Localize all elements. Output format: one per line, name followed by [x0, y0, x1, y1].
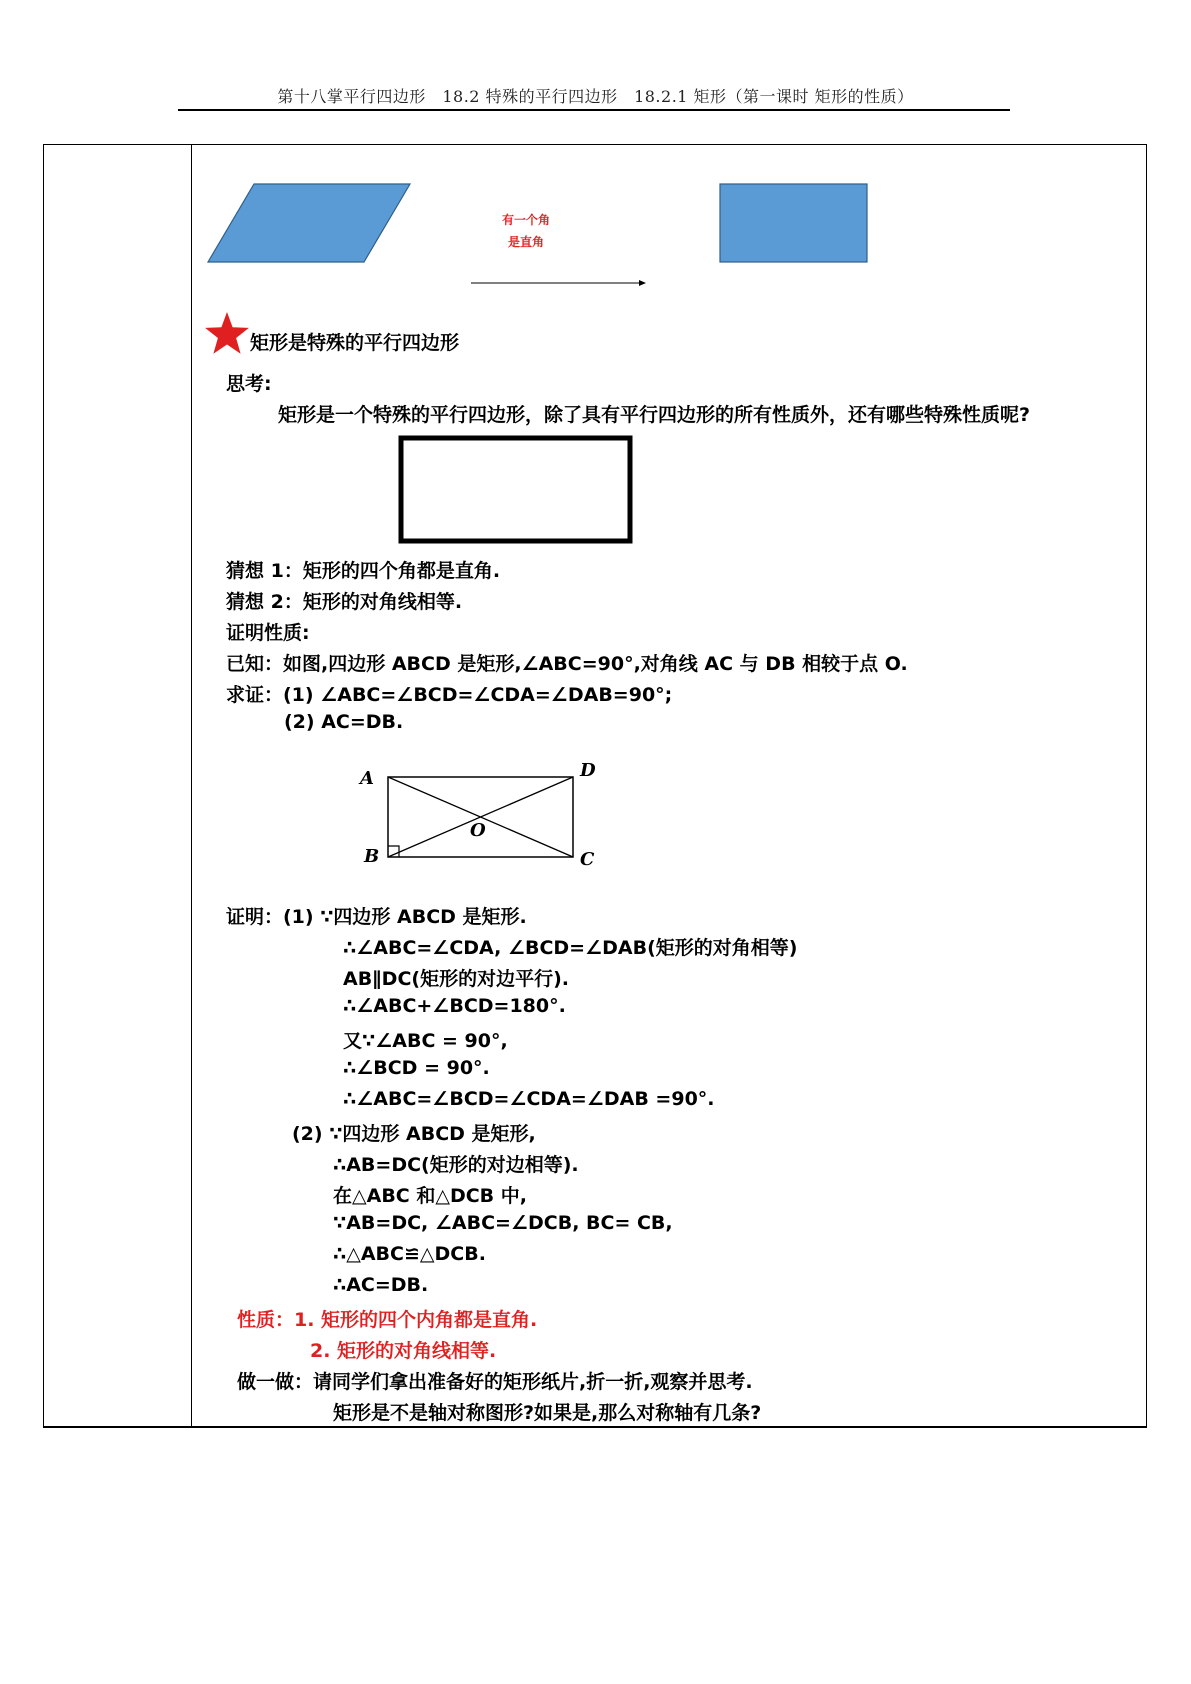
proof-line-4: ∴∠ABC+∠BCD=180°. [343, 995, 566, 1017]
rectangle-abcd-figure [0, 0, 1, 1]
proof-line-7: ∴∠ABC=∠BCD=∠CDA=∠DAB =90°. [343, 1088, 715, 1110]
proof-title: 证明性质: [226, 622, 310, 644]
page-header: 第十八掌平行四边形 18.2 特殊的平行四边形 18.2.1 矩形（第一课时 矩形的性质） [277, 87, 914, 106]
proof-line-6: ∴∠BCD = 90°. [343, 1057, 490, 1079]
proof-line-1: 证明：(1) ∵四边形 ABCD 是矩形. [226, 906, 527, 928]
conjecture-2: 猜想 2：矩形的对角线相等. [226, 591, 463, 613]
think-label: 思考: [226, 373, 272, 395]
property-line-2: 2. 矩形的对角线相等. [310, 1340, 497, 1362]
think-question: 矩形是一个特殊的平行四边形，除了具有平行四边形的所有性质外，还有哪些特殊性质呢? [278, 404, 1031, 426]
proof-line-8: (2) ∵四边形 ABCD 是矩形, [292, 1123, 536, 1145]
activity-line-2: 矩形是不是轴对称图形?如果是,那么对称轴有几条? [333, 1402, 762, 1424]
header-rule [178, 109, 1010, 111]
property-line-1: 性质：1. 矩形的四个内角都是直角. [237, 1309, 538, 1331]
column-divider [191, 144, 192, 1428]
prove-statement-1: 求证：(1) ∠ABC=∠BCD=∠CDA=∠DAB=90°; [226, 684, 673, 706]
prove-statement-2: (2) AC=DB. [284, 711, 404, 733]
given-statement: 已知：如图,四边形 ABCD 是矩形,∠ABC=90°,对角线 AC 与 DB 相较于点 O. [226, 653, 908, 675]
conjecture-1: 猜想 1：矩形的四个角都是直角. [226, 560, 501, 582]
vertex-label-c: C [580, 849, 595, 870]
proof-line-10: 在△ABC 和△DCB 中, [333, 1185, 527, 1207]
vertex-label-a: A [360, 768, 374, 789]
proof-line-3: AB∥DC(矩形的对边平行). [343, 968, 569, 990]
proof-line-13: ∴AC=DB. [333, 1274, 429, 1296]
proof-line-12: ∴△ABC≌△DCB. [333, 1243, 486, 1265]
vertex-label-b: B [364, 846, 380, 867]
proof-line-11: ∵AB=DC, ∠ABC=∠DCB, BC= CB, [333, 1212, 673, 1234]
activity-line-1: 做一做：请同学们拿出准备好的矩形纸片,折一折,观察并思考. [237, 1371, 753, 1393]
center-label-o: O [470, 820, 486, 841]
proof-line-5: 又∵∠ABC = 90°, [343, 1030, 508, 1052]
proof-line-9: ∴AB=DC(矩形的对边相等). [333, 1154, 579, 1176]
arrow-label-line1: 有一个角 [501, 213, 550, 227]
vertex-label-d: D [580, 760, 596, 781]
section-heading: 矩形是特殊的平行四边形 [250, 332, 460, 354]
arrow-label-line2: 是直角 [507, 235, 544, 249]
proof-line-2: ∴∠ABC=∠CDA, ∠BCD=∠DAB(矩形的对角相等) [343, 937, 798, 959]
table-frame [43, 144, 1147, 1428]
